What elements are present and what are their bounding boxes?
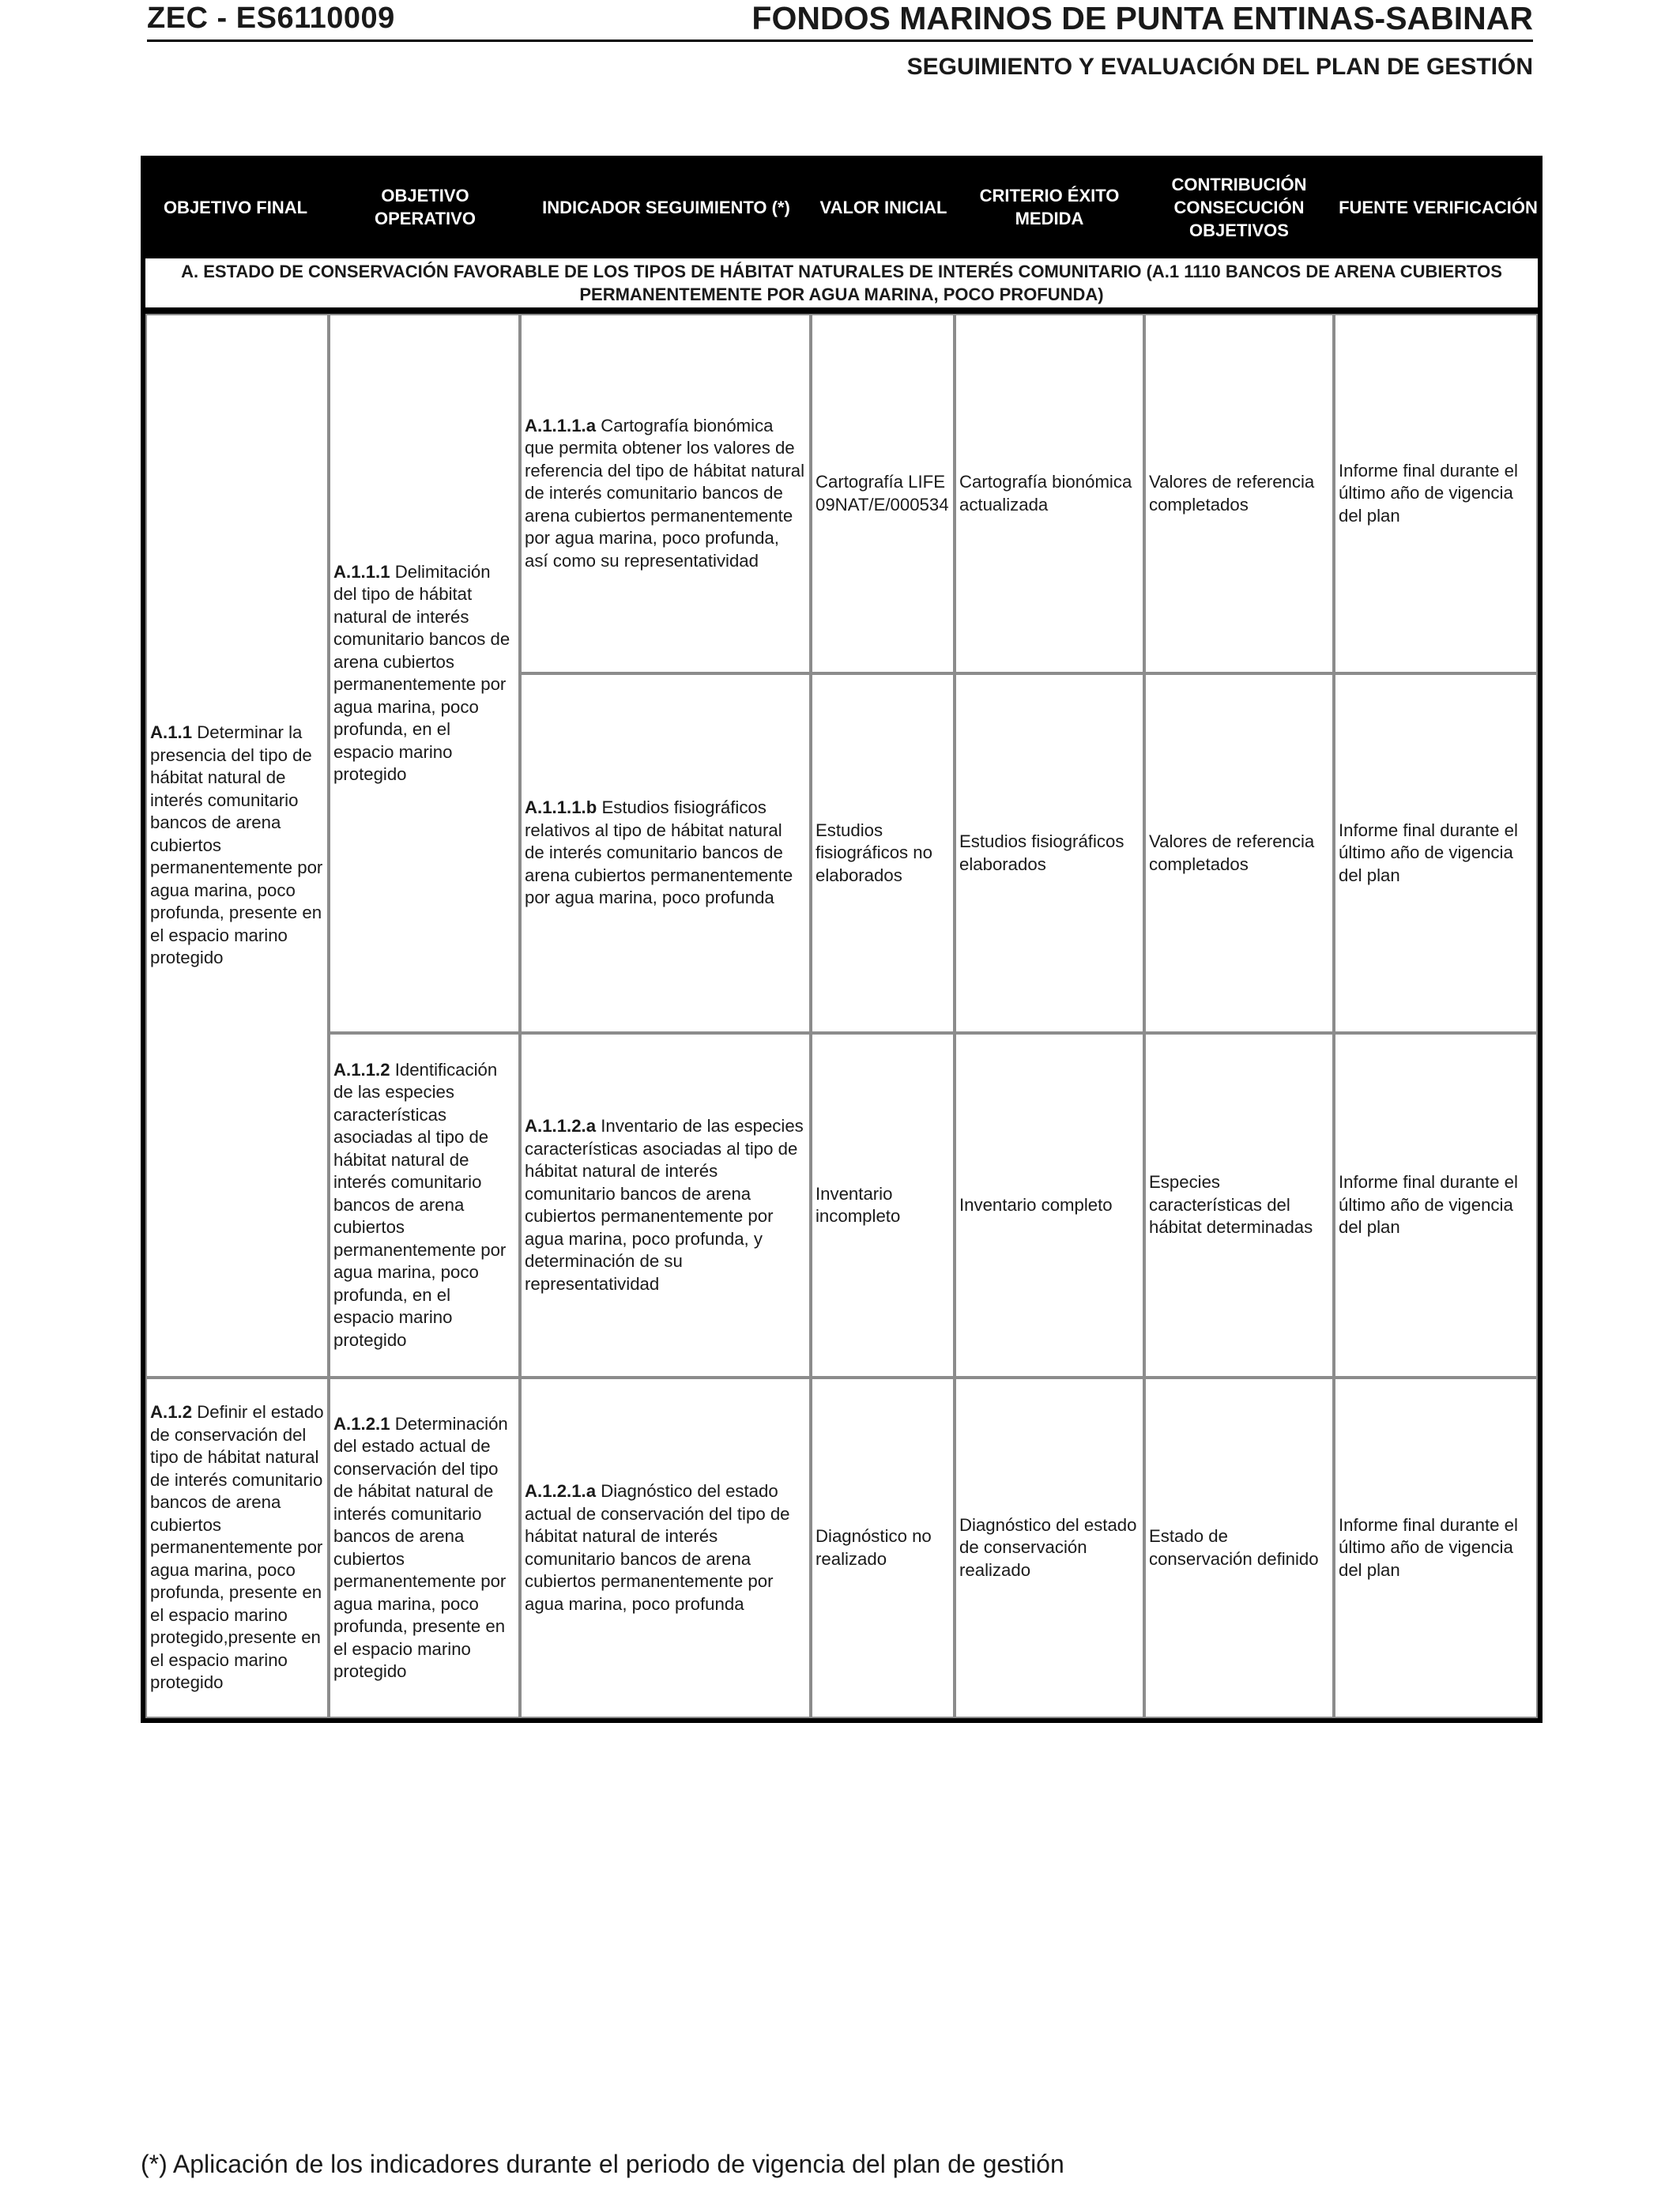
contribution-a111a [1144, 314, 1334, 673]
cell-text: Informe final durante el último año de vigencia del plan [1339, 820, 1518, 885]
cell-text: Valores de referencia completados [1149, 472, 1315, 515]
contribution-a121a [1144, 1378, 1334, 1718]
cell-text: Estudios fisiográficos elaborados [959, 831, 1124, 874]
objective-code: A.1.2 [150, 1402, 193, 1423]
verification-source-a121a [1334, 1378, 1538, 1718]
verification-source-a111a [1334, 314, 1538, 673]
indicator-text: Diagnóstico del estado actual de conservación del tipo de hábitat natural de interés comunitario bancos de arena cubiertos permanentemente por agua marina, poco profunda [525, 1481, 790, 1614]
cell-text: Informe final durante el último año de vigencia del plan [1339, 1514, 1518, 1580]
cell-text [525, 415, 806, 573]
objective-text: Definir el estado de conservación del tipo de hábitat natural de interés comunitario bancos de arena cubiertos permanentemente por agua marina, poco profunda, presente en el espacio marino protegido,presente en el espacio marino protegido [150, 1402, 324, 1693]
monitoring-table [141, 156, 1543, 1723]
cell-text: Especies características del hábitat determinadas [1149, 1172, 1313, 1238]
cell-text [525, 797, 806, 910]
objective-text: Determinación del estado actual de conservación del tipo de hábitat natural de interés comunitario bancos de arena cubiertos permanentemente por agua marina, poco profunda, presente en el espacio marino protegido [333, 1413, 508, 1681]
success-criterion-a111a [955, 314, 1144, 673]
column-header-criterio-exito [955, 156, 1144, 258]
final-objective-a12 [145, 1378, 329, 1718]
column-header-objetivo-operativo [330, 156, 520, 258]
objective-code: A.1.1 [150, 722, 193, 743]
cell-text: Inventario completo [959, 1194, 1113, 1215]
objective-code: A.1.1.1 [333, 561, 390, 582]
indicator-code: A.1.1.1.b [525, 797, 597, 818]
indicator-code: A.1.1.1.a [525, 415, 597, 435]
document-title: FONDOS MARINOS DE PUNTA ENTINAS-SABINAR [751, 0, 1533, 36]
objective-text: Delimitación del tipo de hábitat natural de interés comunitario bancos de arena cubiertos permanentemente por agua marina, poco profunda, en el espacio marino protegido [333, 561, 510, 784]
document-code: ZEC - ES6110009 [147, 2, 395, 35]
verification-source-a112a [1334, 1033, 1538, 1378]
initial-value-a112a [811, 1033, 955, 1378]
indicator-code: A.1.1.2.a [525, 1116, 597, 1136]
objective-code: A.1.1.2 [333, 1059, 390, 1080]
objective-code: A.1.2.1 [333, 1413, 390, 1434]
success-criterion-a111b [955, 673, 1144, 1033]
objective-text: Identificación de las especies características asociadas al tipo de hábitat natural de interés comunitario bancos de arena cubiertos permanentemente por agua marina, poco profunda, en el espacio marino protegido [333, 1059, 507, 1350]
cell-text: Diagnóstico no realizado [816, 1526, 932, 1569]
cell-text [525, 1480, 806, 1615]
cell-text: Inventario incompleto [816, 1183, 901, 1226]
cell-text: Cartografía bionómica actualizada [959, 472, 1132, 515]
indicator-code: A.1.2.1.a [525, 1481, 597, 1501]
indicator-text: Inventario de las especies características asociadas al tipo de hábitat natural de interés comunitario bancos de arena cubiertos permanentemente por agua marina, poco profunda, y determinación de su representatividad [525, 1116, 804, 1294]
column-header-label: OBJETIVO OPERATIVO [375, 186, 476, 228]
indicator-a111b [520, 673, 811, 1033]
indicator-text: Estudios fisiográficos relativos al tipo de hábitat natural de interés comunitario bancos de arena cubiertos permanentemente por agua marina, poco profunda [525, 797, 793, 908]
indicator-text: Cartografía bionómica que permita obtener los valores de referencia del tipo de hábitat natural de interés comunitario bancos de arena cubiertos permanentemente por agua marina, poco profunda, así como su representatividad [525, 415, 805, 571]
header-rule [147, 40, 1533, 42]
column-header-label: CONTRIBUCIÓN CONSECUCIÓN OBJETIVOS [1171, 174, 1307, 240]
cell-text: Informe final durante el último año de vigencia del plan [1339, 460, 1518, 526]
column-header-label: CRITERIO ÉXITO MEDIDA [979, 186, 1120, 228]
operative-objective-a121 [329, 1378, 520, 1718]
initial-value-a121a [811, 1378, 955, 1718]
cell-text [525, 1115, 806, 1295]
verification-source-a111b [1334, 673, 1538, 1033]
column-header-contribucion [1144, 156, 1334, 258]
cell-text [333, 561, 515, 786]
operative-objective-a111 [329, 314, 520, 1033]
contribution-a111b [1144, 673, 1334, 1033]
final-objective-a11 [145, 314, 329, 1378]
indicator-a121a [520, 1378, 811, 1718]
section-title: A. ESTADO DE CONSERVACIÓN FAVORABLE DE LOS TIPOS DE HÁBITAT NATURALES DE INTERÉS COMUNITARIO (A.1 1110 BANCOS DE ARENA CUBIERTOS PERMANENTEMENTE POR AGUA MARINA, POCO PROFUNDA) [145, 258, 1538, 307]
cell-text: Diagnóstico del estado de conservación realizado [959, 1514, 1137, 1580]
column-header-objetivo-final: OBJETIVO FINAL [163, 197, 308, 217]
indicator-a112a [520, 1033, 811, 1378]
cell-text: Valores de referencia completados [1149, 831, 1315, 874]
indicator-a111a [520, 314, 811, 673]
cell-text: Informe final durante el último año de vigencia del plan [1339, 1172, 1518, 1238]
cell-text: Estudios fisiográficos no elaborados [816, 820, 932, 885]
cell-text: Cartografía LIFE09NAT/E/000534 [816, 472, 949, 515]
success-criterion-a121a [955, 1378, 1144, 1718]
column-header-fuente-verificacion: FUENTE VERIFICACIÓN [1339, 197, 1538, 217]
objective-text: Determinar la presencia del tipo de hábitat natural de interés comunitario bancos de arena cubiertos permanentemente por agua marina, poco profunda, presente en el espacio marino protegido [150, 722, 323, 968]
cell-text: Estado de conservación definido [1149, 1526, 1319, 1569]
cell-text [150, 1401, 324, 1695]
initial-value-a111b [811, 673, 955, 1033]
cell-text [333, 1413, 515, 1683]
column-header-valor-inicial: VALOR INICIAL [819, 197, 947, 217]
footnote: (*) Aplicación de los indicadores durante el periodo de vigencia del plan de gestión [141, 2150, 1064, 2178]
cell-text [150, 722, 324, 970]
success-criterion-a112a [955, 1033, 1144, 1378]
column-header-indicador: INDICADOR SEGUIMIENTO (*) [542, 197, 790, 217]
operative-objective-a112 [329, 1033, 520, 1378]
cell-text [333, 1059, 515, 1352]
contribution-a112a [1144, 1033, 1334, 1378]
document-subtitle: SEGUIMIENTO Y EVALUACIÓN DEL PLAN DE GESTIÓN [906, 54, 1533, 80]
initial-value-a111a [811, 314, 955, 673]
